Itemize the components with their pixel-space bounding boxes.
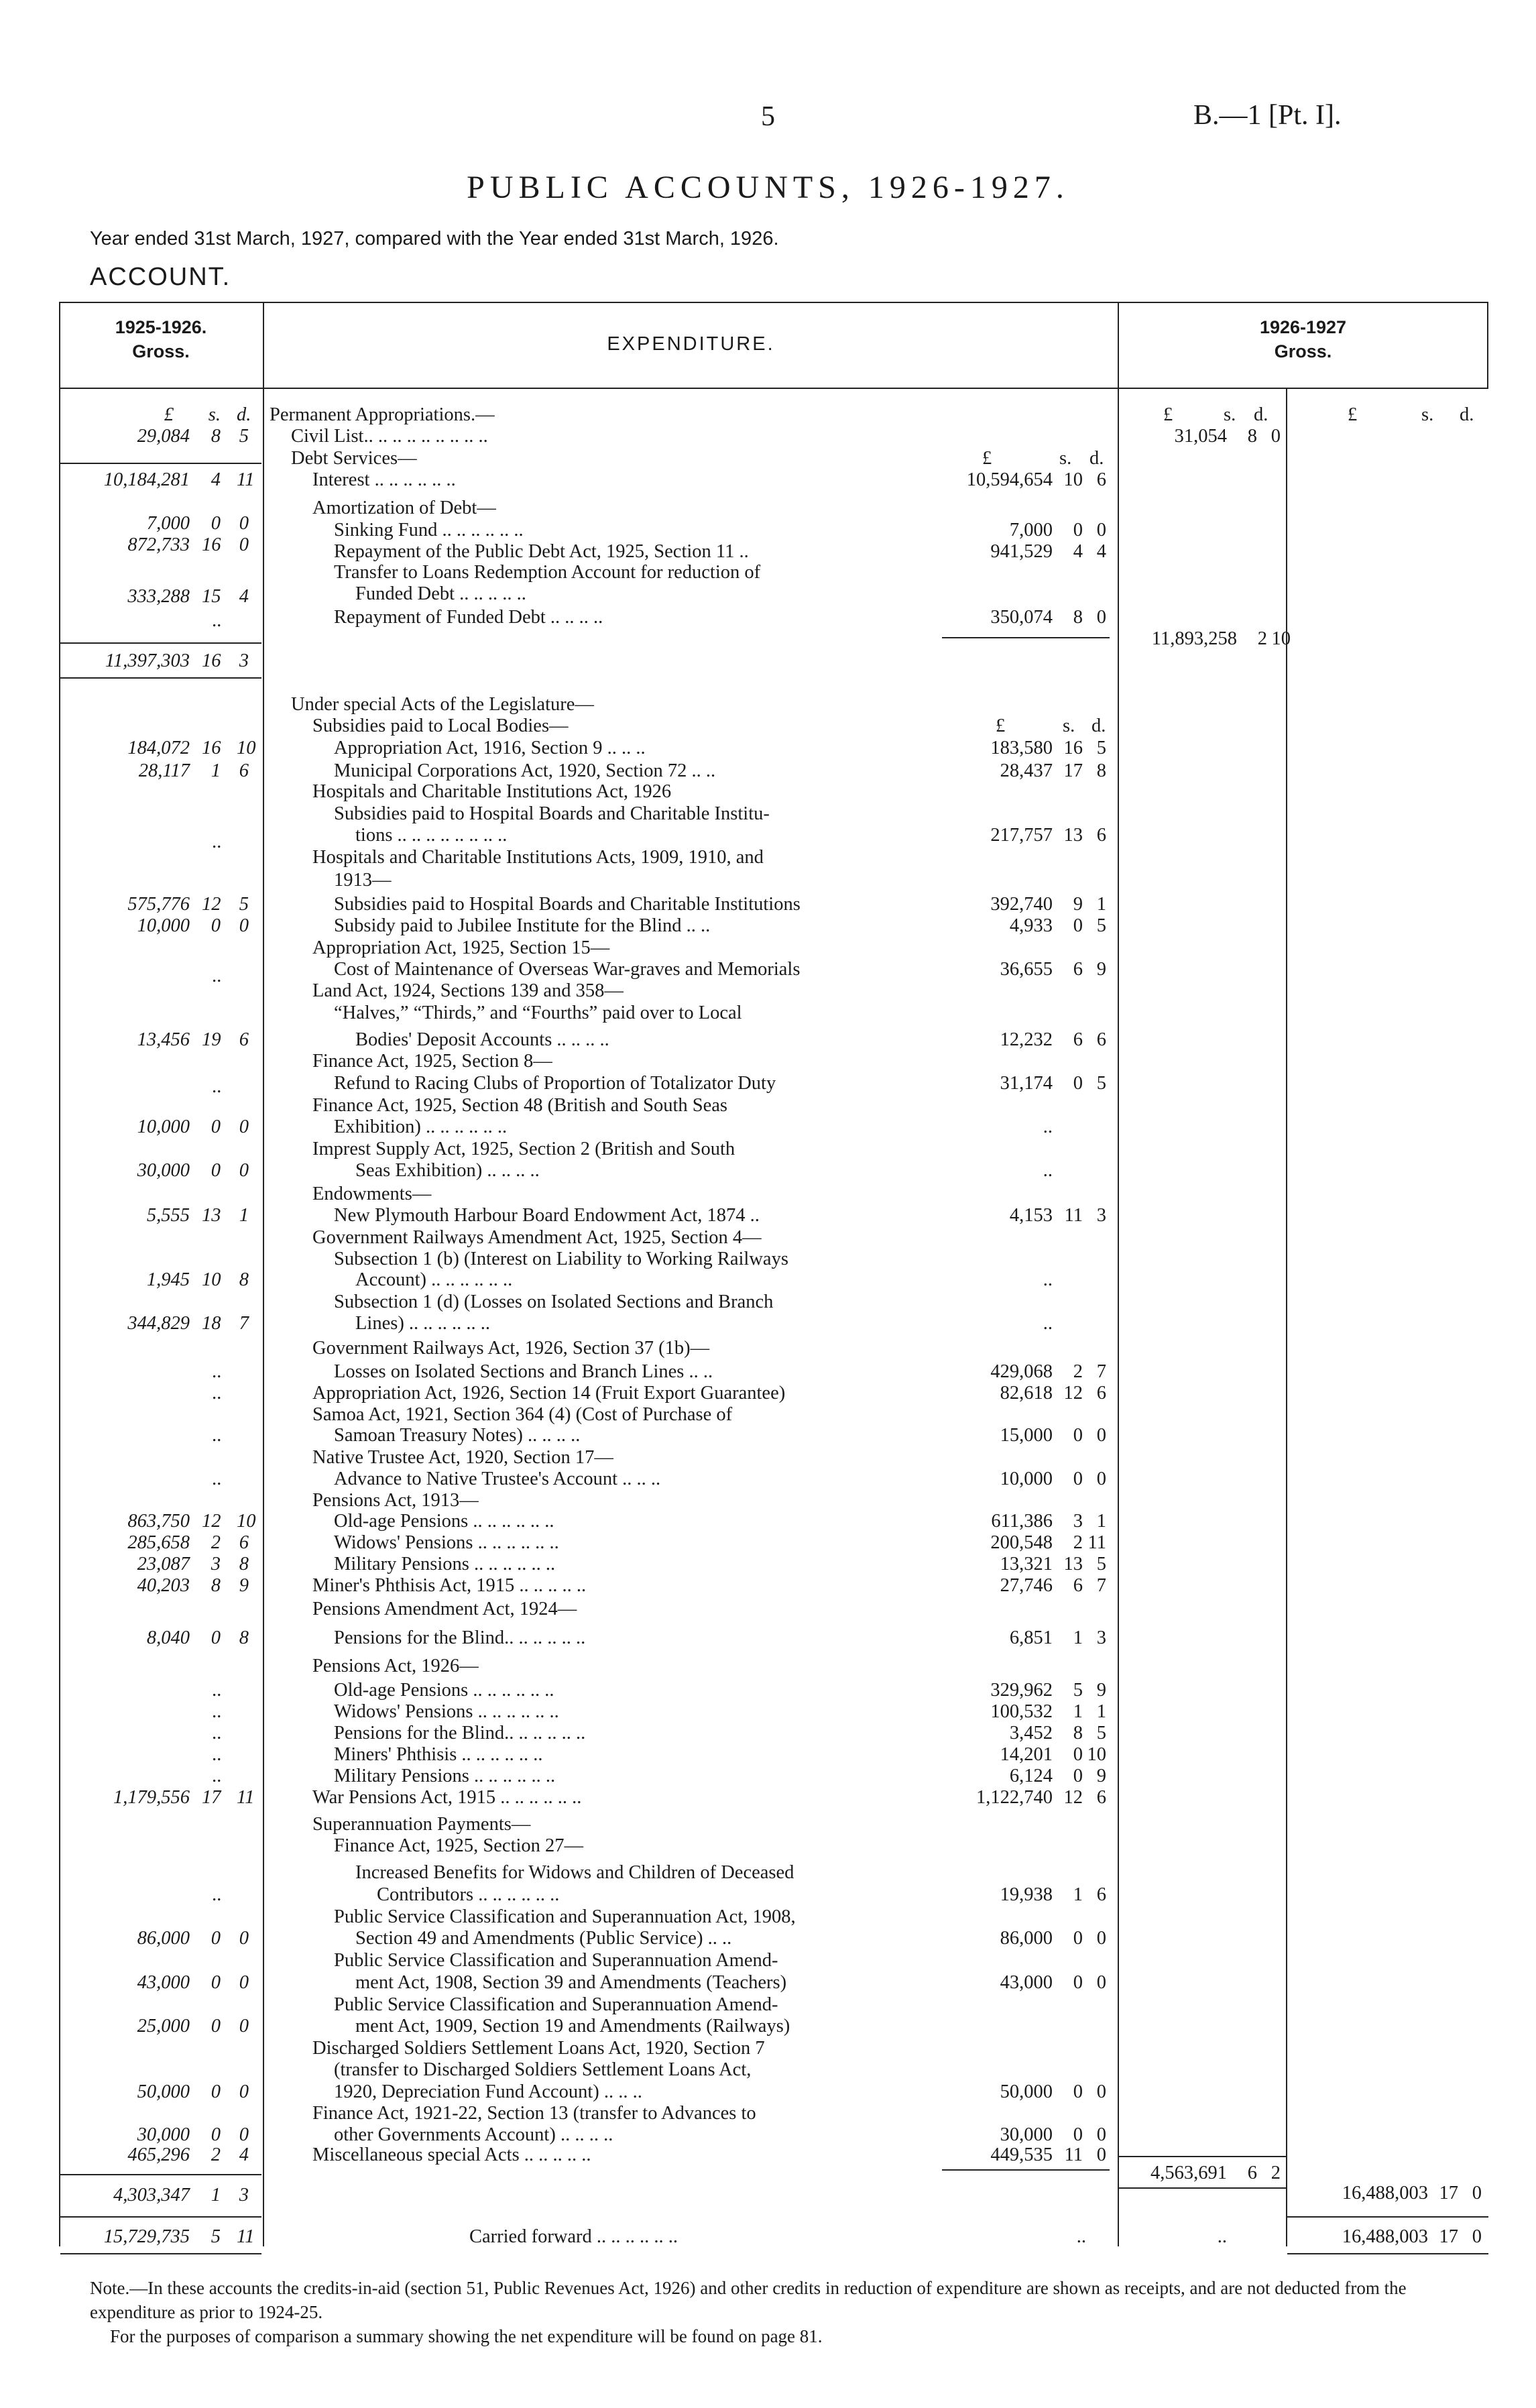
line: Miners' Phthisis .. .. .. .. .. .. — [334, 1744, 543, 1765]
line: Finance Act, 1925, Section 48 (British and South Seas — [312, 1095, 728, 1116]
line: Under special Acts of the Legislature— — [291, 694, 594, 715]
line: Imprest Supply Act, 1925, Section 2 (British and South — [312, 1139, 735, 1159]
line: Municipal Corporations Act, 1920, Section 72 .. .. — [334, 760, 716, 781]
line: Widows' Pensions .. .. .. .. .. .. — [334, 1701, 559, 1722]
document-reference: B.—1 [Pt. I]. — [1193, 100, 1342, 131]
right-header-gross: Gross. — [1274, 341, 1332, 361]
line: Old-age Pensions .. .. .. .. .. .. — [334, 1680, 554, 1701]
footnote-line: For the purposes of comparison a summary showing the net expenditure will be found on page 81. — [110, 2326, 823, 2346]
line: Contributors .. .. .. .. .. .. — [377, 1884, 560, 1905]
far-currency-header: £ s. d. — [1348, 404, 1474, 425]
line: Pensions for the Blind.. .. .. .. .. .. — [334, 1723, 586, 1743]
line: Bodies' Deposit Accounts .. .. .. .. — [355, 1029, 609, 1050]
far-rule — [1287, 2216, 1488, 2218]
footnote-line: Note.—In these accounts the credits-in-aid (section 51, Public Revenues Act, 1926) and other credits in reduction of expenditure are shown as receipts, and are not deducted from the expenditure as prior to 1924-25. — [90, 2278, 1407, 2322]
line: Cost of Maintenance of Overseas War-graves and Memorials — [334, 959, 801, 980]
line: Subsidy paid to Jubilee Institute for the Blind .. .. — [334, 915, 711, 936]
line: Military Pensions .. .. .. .. .. .. — [334, 1554, 556, 1574]
line: Samoa Act, 1921, Section 364 (4) (Cost of Purchase of — [312, 1404, 733, 1425]
line: Finance Act, 1925, Section 27— — [334, 1835, 584, 1856]
left-rule — [60, 642, 261, 644]
line: Subsection 1 (b) (Interest on Liability to Working Railways — [334, 1249, 788, 1269]
line: Miner's Phthisis Act, 1915 .. .. .. .. .. — [312, 1575, 587, 1596]
line: “Halves,” “Thirds,” and “Fourths” paid over to Local — [334, 1002, 742, 1023]
line: Pensions for the Blind.. .. .. .. .. .. — [334, 1627, 586, 1648]
line: New Plymouth Harbour Board Endowment Act, 1874 .. — [334, 1205, 760, 1226]
line: 1920, Depreciation Fund Account) .. .. .. — [334, 2081, 642, 2102]
table-top-rule — [59, 302, 1488, 303]
line: Endowments— — [312, 1184, 432, 1204]
line: Old-age Pensions .. .. .. .. .. .. — [334, 1511, 554, 1532]
line: Seas Exhibition) .. .. .. .. — [355, 1160, 540, 1181]
line: Appropriation Act, 1926, Section 14 (Fruit Export Guarantee) — [312, 1383, 786, 1403]
left-rule — [60, 2253, 261, 2254]
prior-year-column: £ s. d. 29,084 8 5 10,184,281 4 11 7,000 0 0 872,733 16 0 333,288 15 4 .. 11,397,303 16 3 184,072 16 10 28,117 1 6 .. 575,776 12 5 10,000 0 0 .. 13,456 19 6 .. 10,000 0 0 30,000 0 0 5,555 13 1 1,945 10 8 344,829 18 7 .. .. .. .. 863,750 12 10 285,658 2 6 23,087 3 8 40,203 8 9 8,040 0 8 .. .. .. .. .. 1,179,556 17 11 .. 86,000 0 0 43,000 0 0 25,000 0 0 50,000 0 0 30,000 0 0 465,296 2 4 4,303,347 1 3 15,729,735 5 11 — [103, 404, 256, 2247]
carried-forward-label: Carried forward .. .. .. .. .. .. — [469, 2226, 678, 2247]
line: Appropriation Act, 1925, Section 15— — [312, 937, 610, 958]
line: Debt Services— — [291, 448, 417, 469]
line: Transfer to Loans Redemption Account for reduction of — [334, 562, 761, 583]
line: other Governments Account) .. .. .. .. — [334, 2124, 613, 2145]
left-rule — [60, 463, 261, 464]
line: Government Railways Act, 1926, Section 37 (1b)— — [312, 1338, 710, 1359]
line: Native Trustee Act, 1920, Section 17— — [312, 1447, 613, 1468]
line: Civil List.. .. .. .. .. .. .. .. .. — [291, 426, 488, 447]
line: ment Act, 1909, Section 19 and Amendments (Railways) — [355, 2016, 790, 2037]
left-rule — [60, 2174, 261, 2175]
left-rule — [60, 2216, 261, 2218]
line: Public Service Classification and Superannuation Act, 1908, — [334, 1906, 796, 1927]
line: Pensions Act, 1913— — [312, 1490, 479, 1511]
line: Subsidies paid to Hospital Boards and Charitable Institu- — [334, 803, 770, 824]
line: War Pensions Act, 1915 .. .. .. .. .. .. — [312, 1787, 582, 1808]
right-header-year: 1926-1927 — [1259, 317, 1347, 337]
line: Funded Debt .. .. .. .. .. — [355, 583, 526, 604]
line: Finance Act, 1921-22, Section 13 (transfer to Advances to — [312, 2103, 756, 2124]
line: Government Railways Amendment Act, 1925, Section 4— — [312, 1227, 762, 1248]
line: 1913— — [334, 870, 392, 891]
line: Samoan Treasury Notes) .. .. .. .. — [334, 1425, 581, 1446]
line: Interest .. .. .. .. .. .. — [312, 469, 456, 490]
subtitle: Year ended 31st March, 1927, compared with the Year ended 31st March, 1926. — [90, 228, 779, 249]
line: Discharged Soldiers Settlement Loans Act, 1920, Section 7 — [312, 2038, 765, 2059]
left-rule — [60, 677, 261, 679]
mid-currency-header: £ s. d. — [982, 448, 1104, 469]
line: Miscellaneous special Acts .. .. .. .. .. — [312, 2144, 591, 2165]
expenditure-header: EXPENDITURE. — [607, 333, 775, 355]
line: Subsidies paid to Local Bodies— — [312, 715, 569, 736]
right-column-divider — [1118, 302, 1119, 2246]
line: Appropriation Act, 1916, Section 9 .. .. .. — [334, 738, 646, 758]
left-header-gross: Gross. — [132, 341, 190, 361]
page-title: PUBLIC ACCOUNTS, 1926-1927. — [467, 170, 1069, 205]
line: Widows' Pensions .. .. .. .. .. .. — [334, 1532, 559, 1553]
page-number: 5 — [761, 101, 775, 132]
line: Lines) .. .. .. .. .. .. — [355, 1313, 491, 1334]
line: Military Pensions .. .. .. .. .. .. — [334, 1766, 556, 1786]
line: Pensions Act, 1926— — [312, 1656, 479, 1676]
line: Finance Act, 1925, Section 8— — [312, 1051, 552, 1072]
line: Refund to Racing Clubs of Proportion of Totalizator Duty — [334, 1073, 776, 1094]
line: Repayment of the Public Debt Act, 1925, Section 11 .. — [334, 541, 749, 562]
line: Section 49 and Amendments (Public Service) .. .. — [355, 1928, 732, 1949]
line: Public Service Classification and Superannuation Amend- — [334, 1950, 778, 1971]
line: ment Act, 1908, Section 39 and Amendments (Teachers) — [355, 1972, 787, 1993]
right-currency-header: £ s. d. — [1163, 404, 1268, 425]
line: Hospitals and Charitable Institutions Acts, 1909, 1910, and — [312, 847, 764, 868]
header-bottom-rule — [59, 388, 1488, 389]
line: Increased Benefits for Widows and Children of Deceased — [355, 1862, 794, 1883]
line: Repayment of Funded Debt .. .. .. .. — [334, 607, 603, 628]
left-column-divider — [263, 302, 264, 2246]
line: Pensions Amendment Act, 1924— — [312, 1599, 577, 1619]
right-rule — [1119, 2156, 1286, 2157]
far-rule — [1287, 2253, 1488, 2254]
left-header-year: 1925-1926. — [115, 317, 207, 337]
line: Public Service Classification and Superannuation Amend- — [334, 1994, 778, 2015]
line: Subsection 1 (d) (Losses on Isolated Sections and Branch — [334, 1292, 774, 1312]
line: Superannuation Payments— — [312, 1814, 531, 1835]
far-right-border — [1487, 302, 1488, 389]
line: tions .. .. .. .. .. .. .. .. — [355, 825, 508, 846]
line: Amortization of Debt— — [312, 498, 496, 518]
line: Losses on Isolated Sections and Branch Lines .. .. — [334, 1361, 713, 1382]
footnote — [90, 2276, 1484, 2348]
line: Advance to Native Trustee's Account .. .. .. — [334, 1469, 661, 1489]
right-column-header — [1119, 315, 1487, 363]
line: Hospitals and Charitable Institutions Act, 1926 — [312, 781, 672, 802]
line: (transfer to Discharged Soldiers Settlement Loans Act, — [334, 2059, 752, 2080]
mid-currency-header: £ s. d. — [996, 715, 1106, 736]
line: Permanent Appropriations.— — [270, 404, 495, 425]
section-title: ACCOUNT. — [90, 263, 231, 291]
line: Land Act, 1924, Sections 139 and 358— — [312, 980, 624, 1001]
line: Subsidies paid to Hospital Boards and Charitable Institutions — [334, 894, 801, 915]
line: Sinking Fund .. .. .. .. .. .. — [334, 520, 524, 540]
line: Exhibition) .. .. .. .. .. .. — [334, 1116, 508, 1137]
line: Account) .. .. .. .. .. .. — [355, 1269, 513, 1290]
right-rule — [1119, 2187, 1286, 2189]
far-column-divider — [1286, 389, 1287, 2246]
